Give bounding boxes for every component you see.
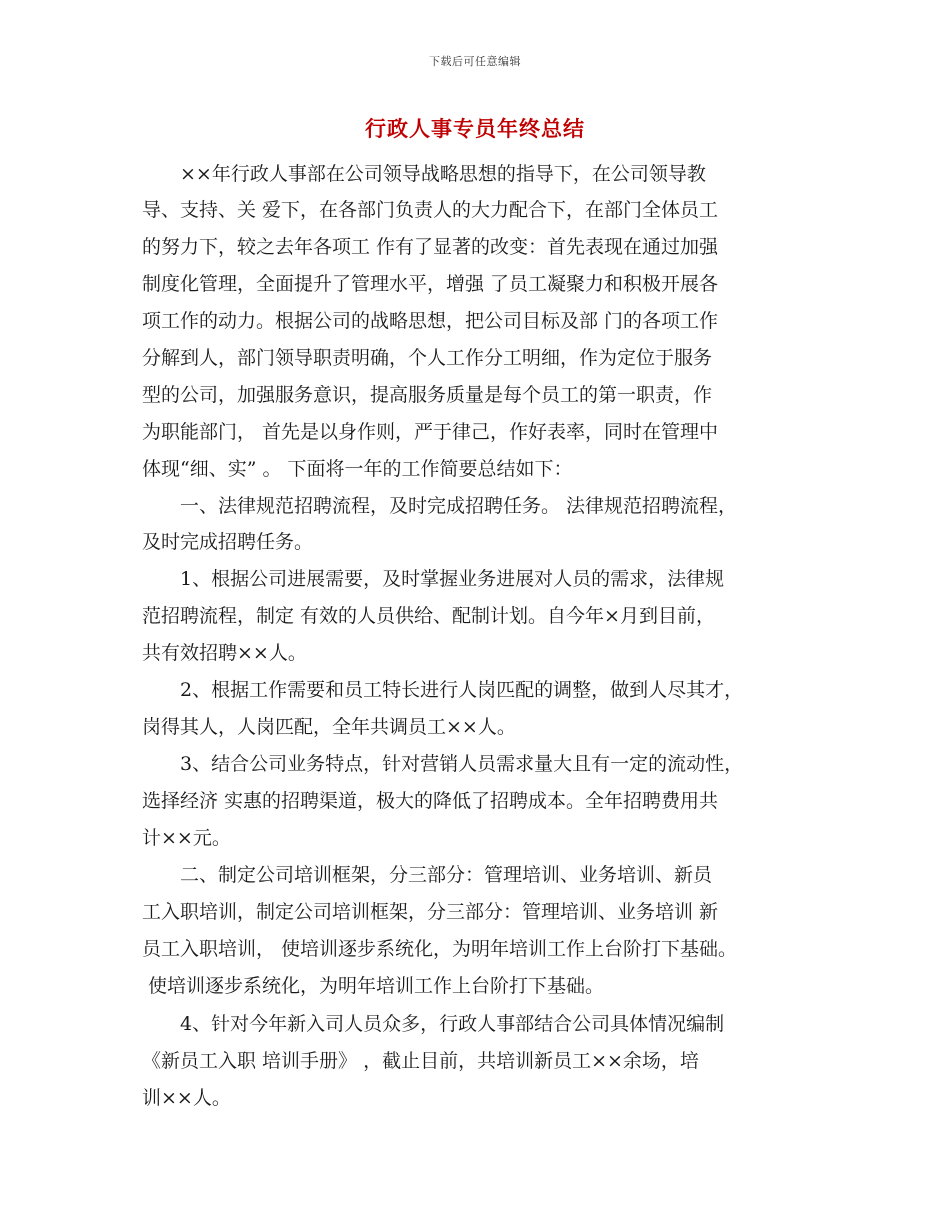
body-line: 型的公司，加强服务意识，提高服务质量是每个员工的第一职责，作 [142,384,713,406]
body-line: 选择经济 实惠的招聘渠道，极大的降低了招聘成本。全年招聘费用共 [142,790,719,812]
body-line: 工入职培训，制定公司培训框架，分三部分：管理培训、业务培训 新 [142,901,719,923]
body-line: 分解到人，部门领导职责明确，个人工作分工明细，作为定位于服务 [142,347,713,369]
body-line: 1、根据公司进展需要，及时掌握业务进展对人员的需求，法律规 [142,568,725,590]
body-line: 员工入职培训， 使培训逐步系统化，为明年培训工作上台阶打下基础。 [142,938,738,960]
body-line: 《新员工入职 培训手册》 ，截止目前，共培训新员工××余场，培 [142,1050,699,1072]
body-line: 使培训逐步系统化，为明年培训工作上台阶打下基础。 [142,975,605,997]
body-line: 计××元。 [142,827,231,849]
body-line: 制度化管理，全面提升了管理水平，增强 了员工凝聚力和积极开展各 [142,273,719,295]
body-line: 二、制定公司培训框架，分三部分：管理培训、业务培训、新员 [142,864,713,886]
body-line: 为职能部门， 首先是以身作则，严于律己，作好表率，同时在管理中 [142,421,719,443]
body-line: 项工作的动力。根据公司的战略思想，把公司目标及部 门的各项工作 [142,310,719,332]
body-line: 导、支持、关 爱下，在各部门负责人的大力配合下，在部门全体员工 [142,199,719,221]
body-line: 2、根据工作需要和员工特长进行人岗匹配的调整，做到人尽其才， [142,679,744,701]
body-line: 训××人。 [142,1087,231,1109]
body-line: 体现“细、实” 。 下面将一年的工作简要总结如下： [142,458,573,480]
body-line: ××年行政人事部在公司领导战略思想的指导下，在公司领导教 [142,163,706,185]
body-line: 一、法律规范招聘流程，及时完成招聘任务。 法律规范招聘流程， [142,495,738,517]
body-line: 共有效招聘××人。 [142,642,307,664]
body-line: 范招聘流程，制定 有效的人员供给、配制计划。自今年×月到目前， [142,605,715,627]
page-title: 行政人事专员年终总结 [365,117,585,141]
body-line: 及时完成招聘任务。 [142,531,314,553]
body-line: 的努力下，较之去年各项工 作有了显著的改变：首先表现在通过加强 [142,236,719,258]
body-line: 岗得其人，人岗匹配，全年共调员工××人。 [142,716,516,738]
body-line: 4、针对今年新入司人员众多，行政人事部结合公司具体情况编制 [142,1013,725,1035]
body-line: 3、结合公司业务特点，针对营销人员需求量大且有一定的流动性， [142,753,744,775]
header-note: 下载后可任意编辑 [429,55,521,68]
